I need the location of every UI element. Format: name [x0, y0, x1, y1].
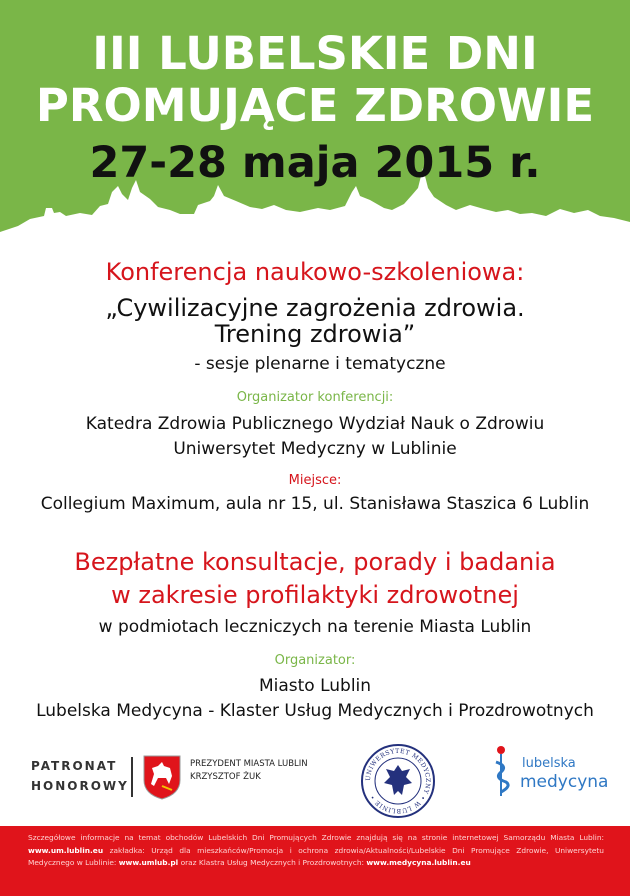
conference-organizer-line-1: Katedra Zdrowia Publicznego Wydział Nauk o Zdrowiu	[85, 414, 545, 434]
university-seal-logo	[360, 743, 436, 819]
footer-link-um[interactable]: www.um.lublin.eu	[28, 845, 104, 855]
footer-info-bar	[0, 826, 630, 896]
footer-text	[28, 832, 604, 870]
conference-organizer-label: Organizator konferencji:	[236, 390, 394, 405]
footer-link-umlub[interactable]: www.umlub.pl	[118, 858, 179, 868]
title-line-2: PROMUJĄCE ZDROWIE	[35, 79, 595, 132]
place-address: Collegium Maximum, aula nr 15, ul. Stanisława Staszica 6 Lublin	[40, 494, 590, 514]
conference-title-line-2: Trening zdrowia”	[214, 320, 416, 348]
patronat-line-2: HONOROWY	[31, 779, 129, 793]
patronat-line-1: PATRONAT	[31, 759, 118, 773]
lublin-crest-icon	[142, 754, 182, 800]
medycyna-text: medycyna	[520, 772, 609, 792]
patronat-honorowy	[31, 756, 129, 796]
conference-heading: Konferencja naukowo-szkoleniowa:	[105, 258, 525, 286]
logos-row	[0, 730, 630, 820]
footer-link-medycyna[interactable]: www.medycyna.lublin.eu	[366, 858, 471, 868]
footer-text-c: oraz Klastra Usług Medycznych i Prozdrowotnych:	[178, 858, 367, 868]
footer-text-b: zakładka: Urząd dla mieszkańców/Promocja i ochrona zdrowia/Aktualności/Lubelskie Dni Promujące Zdrowie, Uniwersytetu Medycznego w Lublinie:	[28, 845, 604, 868]
consultations-organizer-line-2: Lubelska Medycyna - Klaster Usług Medycznych i Prozdrowotnych	[36, 701, 594, 721]
header-banner	[0, 0, 630, 250]
logo-divider	[131, 757, 133, 797]
consultations-heading-line-2: w zakresie profilaktyki zdrowotnej	[111, 581, 519, 609]
seal-text: UNIWERSYTET MEDYCZNY • W LUBLINIE •	[364, 747, 432, 815]
conference-organizer-line-2: Uniwersytet Medyczny w Lublinie	[173, 439, 457, 459]
president-line-1: PREZYDENT MIASTA LUBLIN	[190, 759, 308, 769]
conference-subtitle: - sesje plenarne i tematyczne	[194, 354, 446, 374]
consultations-heading-line-1: Bezpłatne konsultacje, porady i badania	[74, 548, 556, 576]
title-line-1: III LUBELSKIE DNI	[92, 27, 538, 80]
president-line-2: KRZYSZTOF ŻUK	[190, 772, 261, 782]
conference-title-line-1: „Cywilizacyjne zagrożenia zdrowia.	[105, 294, 525, 322]
consultations-organizer-label: Organizator:	[274, 653, 356, 668]
lubelska-text: lubelska	[522, 756, 576, 771]
place-label: Miejsce:	[288, 473, 342, 488]
consultations-organizer-line-1: Miasto Lublin	[258, 676, 372, 696]
consultations-subtitle: w podmiotach leczniczych na terenie Miasta Lublin	[98, 617, 532, 637]
lubelska-medycyna-icon	[492, 744, 518, 800]
event-date: 27-28 maja 2015 r.	[89, 138, 541, 188]
president-text	[190, 758, 308, 784]
footer-text-a: Szczegółowe informacje na temat obchodów Lubelskich Dni Promujących Zdrowie znajdują się na stronie internetowej Samorządu Miasta Lublin:	[28, 833, 604, 842]
